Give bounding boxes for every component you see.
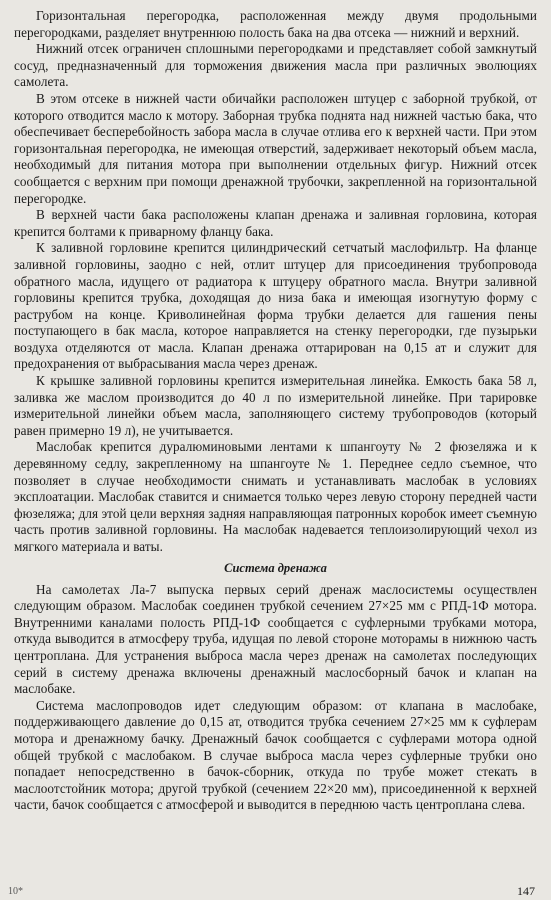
paragraph-7: Маслобак крепится дуралюминовыми лентами к шпангоуту № 2 фюзеляжа и к деревянному седлу, закрепленному на шпангоуте № 1. Переднее седло съемное, что позволяет в случае необходимости снимать и устанавливать маслобак в условиях эксплоатации. Маслобак ставится и снимается только через левую сторону передней части фюзеляжа; для этой цели верхняя задняя направляющая патронных коробок имеет съемную часть против заливной горловины. На маслобак надевается теплоизолирующий чехол из мягкого материала и ваты. xyxy=(14,439,537,554)
section-title: Система дренажа xyxy=(224,560,327,575)
paragraph-5: К заливной горловине крепится цилиндрический сетчатый маслофильтр. На фланце заливной горловины, заодно с ней, отлит штуцер для присоединения трубопровода обратного масла, идущего от радиатора к штуцеру обратного масла. Внутри заливной горловины крепится трубка, доходящая до низа бака и имеющая изогнутую форму с раструбом на конце. Криволинейная форма трубки делается для гашения пены поступающего в бак масла, которое направляется на стенку перегородки, где пузырьки воздуха отделяются от масла. Клапан дренажа оттарирован на 0,15 ат и служит для предохранения от выбрасывания масла через дренаж. xyxy=(14,240,537,372)
paragraph-4: В верхней части бака расположены клапан дренажа и заливная горловина, которая крепится болтами к приварному фланцу бака. xyxy=(14,207,537,239)
paragraph-8: На самолетах Ла-7 выпуска первых серий дренаж маслосистемы осуществлен следующим образом. Маслобак соединен трубкой сечением 27×25 мм с РПД-1Ф мотора. Внутренними каналами полость РПД-1Ф сообщается с суфлерными трубками мотора, откуда выводится в атмосферу труба, идущая по левой стороне моторамы в нижнюю часть центроплана. Для устранения выброса масла через дренаж на самолетах последующих серий в систему дренажа включены дренажный маслосборный бачок и клапан на маслобаке. xyxy=(14,581,537,697)
paragraph-6: К крышке заливной горловины крепится измерительная линейка. Емкость бака 58 л, заливка же маслом производится до 40 л по измерительной линейке. При тарировке измерительной линейки объем масла, заполняющего систему трубопроводов (который равен примерно 19 л), не учитывается. xyxy=(14,373,537,438)
signature-mark: 10* xyxy=(8,886,23,897)
paragraph-9: Система маслопроводов идет следующим образом: от клапана в маслобаке, поддерживающего давление до 0,15 ат, отводится трубка сечением 27×25 мм к суфлерам мотора и дренажному бачку. Дренажный бачок сообщается с суфлерами мотора одной общей трубкой с маслобаком. В случае выброса масла через суфлерные трубки оно попадает непосредственно в бачок-сборник, откуда по трубе может стекать в маслоотстойник мотора; другой трубкой (сечением 22×20 мм), присоединенной к верхней части, бачок сообщается с атмосферой и выводится в переднюю часть центроплана слева. xyxy=(14,697,537,813)
paragraph-2: Нижний отсек ограничен сплошными перегородками и представляет собой замкнутый сосуд, предназначенный для торможения движения масла при различных эволюциях самолета. xyxy=(14,41,537,90)
paragraph-1: Горизонтальная перегородка, расположенная между двумя продольными перегородками, разделяет внутреннюю полость бака на два отсека — нижний и верхний. xyxy=(14,8,537,40)
page-footer xyxy=(0,886,551,900)
paragraph-3: В этом отсеке в нижней части обичайки расположен штуцер с заборной трубкой, от которого отводится масло к мотору. Заборная трубка поднята над нижней частью бака, что обеспечивает бесперебойность забора масла в случае отлива его к верхней части. При этом горизонтальная перегородка, не имеющая отверстий, задерживает некоторый объем масла, необходимый для питания мотора при выполнении отдельных фигур. Нижний отсек сообщается с верхним при помощи дренажной трубочки, закрепленной на горизонтальной перегородке. xyxy=(14,90,537,206)
page-number: 147 xyxy=(517,884,535,898)
